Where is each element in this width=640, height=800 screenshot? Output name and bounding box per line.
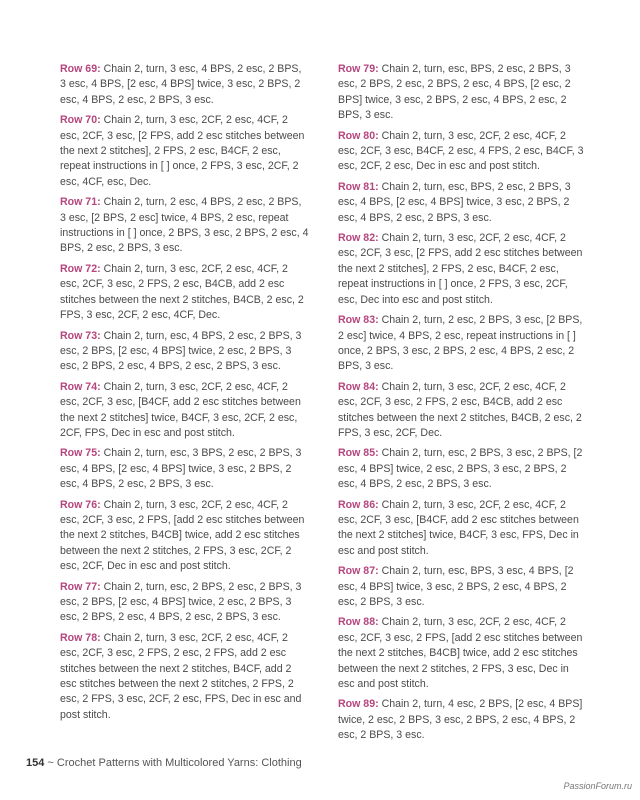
row-label: Row 82: (338, 232, 379, 245)
row-label: Row 89: (338, 698, 379, 711)
row-text: Chain 2, turn, esc, BPS, 3 esc, 4 BPS, [2 esc, 4 BPS] twice, 3 esc, 2 BPS, 2 esc, 4 BPS, 2 esc, 2 BPS, 3 esc. (338, 565, 574, 608)
right-column (338, 62, 588, 749)
row-text: Chain 2, turn, 3 esc, 2CF, 2 esc, 4CF, 2 esc, 2CF, 3 esc, 2 FPS, 2 esc, B4CB, add 2 esc stitches between the next 2 stitches, B4CB, 2 esc, 2 FPS, 3 esc, 2CF, Dec. (338, 380, 582, 439)
left-column (60, 62, 310, 728)
row-label: Row 84: (338, 380, 379, 393)
row-label: Row 74: (60, 380, 101, 393)
page-footer (26, 756, 302, 770)
footer-separator: ~ (47, 757, 54, 769)
row-text: Chain 2, turn, 2 esc, 2 BPS, 3 esc, [2 BPS, 2 esc] twice, 4 BPS, 2 esc, repeat instructions in [ ] once, 2 BPS, 3 esc, 2 BPS, 2 esc, 4 BPS, 2 esc, 2 BPS, 3 esc. (338, 314, 583, 373)
row-instruction (60, 195, 310, 257)
row-text: Chain 2, turn, 3 esc, 2CF, 2 esc, 4CF, 2 esc, 2CF, 3 esc, [B4CF, add 2 esc stitches between the next 2 stitches] twice, B4CF, 3 esc, FPS, Dec in esc and post stitch. (338, 498, 579, 557)
row-instruction (60, 446, 310, 492)
row-instruction (338, 615, 588, 692)
row-text: Chain 2, turn, 3 esc, 2CF, 2 esc, 4CF, 2 esc, 2CF, 3 esc, 2 FPS, 2 esc, B4CB, add 2 esc stitches between the next 2 stitches, B4CB, 2 esc, 2 FPS, 3 esc, 2CF, 2 esc, 4CF, Dec. (60, 262, 304, 322)
row-label: Row 75: (60, 447, 101, 460)
row-label: Row 71: (60, 196, 101, 209)
row-text: Chain 2, turn, esc, 2 BPS, 2 esc, 2 BPS, 3 esc, 2 BPS, [2 esc, 4 BPS] twice, 2 esc, 2 BPS, 3 esc, 2 BPS, 2 esc, 4 BPS, 2 esc, 2 BPS, 3 esc. (60, 580, 302, 624)
book-title: Crochet Patterns with Multicolored Yarns: Clothing (56, 757, 302, 769)
row-label: Row 85: (338, 447, 379, 460)
row-text: Chain 2, turn, 2 esc, 4 BPS, 2 esc, 2 BPS, 3 esc, [2 BPS, 2 esc] twice, 4 BPS, 2 esc, repeat instructions in [ ] once, 2 BPS, 3 esc, 2 BPS, 2 esc, 4 BPS, 2 esc, 2 BPS, 3 esc. (60, 196, 309, 255)
row-label: Row 72: (60, 262, 101, 275)
row-instruction (60, 113, 310, 190)
row-label: Row 87: (338, 565, 379, 578)
row-label: Row 77: (60, 580, 101, 593)
row-label: Row 81: (338, 180, 379, 193)
row-text: Chain 2, turn, 3 esc, 2CF, 2 esc, 4CF, 2 esc, 2CF, 3 esc, 2 FPS, [add 2 esc stitches between the next 2 stitches, B4CB] twice, add 2 esc stitches between the next 2 stitches, 2 FPS, 3 esc, Dec in esc and post stitch. (338, 616, 583, 691)
row-text: Chain 2, turn, esc, 3 BPS, 2 esc, 2 BPS, 3 esc, 4 BPS, [2 esc, 4 BPS] twice, 3 esc, 2 BPS, 2 esc, 4 BPS, 2 esc, 2 BPS, 3 esc. (60, 447, 302, 491)
watermark: PassionForum.ru (563, 781, 632, 791)
row-label: Row 79: (338, 63, 379, 75)
row-instruction (338, 697, 588, 743)
row-label: Row 86: (338, 498, 379, 511)
row-text: Chain 2, turn, 4 esc, 2 BPS, [2 esc, 4 BPS] twice, 2 esc, 2 BPS, 3 esc, 2 BPS, 2 esc, 4 BPS, 2 esc, 2 BPS, 3 esc. (338, 698, 583, 742)
row-instruction (60, 631, 310, 723)
row-instruction (60, 580, 310, 626)
row-instruction (60, 498, 310, 575)
row-instruction (60, 380, 310, 442)
row-instruction (338, 129, 588, 175)
row-text: Chain 2, turn, 3 esc, 2CF, 2 esc, 4CF, 2 esc, 2CF, 3 esc, 2 FPS, 2 esc, 2 FPS, add 2 esc stitches between the next 2 stitches, B4CF, add 2 esc stitches between the next 2 stitches, 2 FPS, 2 esc, 2 FPS, 3 esc, 2CF, 2 esc, FPS, Dec in esc and post stitch. (60, 631, 302, 721)
row-text: Chain 2, turn, esc, BPS, 2 esc, 2 BPS, 3 esc, 4 BPS, [2 esc, 4 BPS] twice, 3 esc, 2 BPS, 2 esc, 4 BPS, 2 esc, 2 BPS, 3 esc. (338, 180, 571, 224)
row-text: Chain 2, turn, 3 esc, 2CF, 2 esc, 4CF, 2 esc, 2CF, 3 esc, [B4CF, add 2 esc stitches between the next 2 stitches] twice, B4CF, 3 esc, 2CF, 2 esc, 2CF, FPS, Dec in esc and post stitch. (60, 380, 301, 439)
row-label: Row 78: (60, 631, 101, 644)
row-instruction (60, 62, 310, 108)
row-label: Row 76: (60, 498, 101, 511)
row-instruction (338, 62, 588, 124)
page-number: 154 (26, 757, 45, 769)
row-instruction (60, 329, 310, 375)
row-text: Chain 2, turn, 3 esc, 4 BPS, 2 esc, 2 BPS, 3 esc, 4 BPS, [2 esc, 4 BPS] twice, 3 esc, 2 BPS, 2 esc, 4 BPS, 2 esc, 2 BPS, 3 esc. (60, 63, 302, 106)
row-text: Chain 2, turn, esc, 4 BPS, 2 esc, 2 BPS, 3 esc, 2 BPS, [2 esc, 4 BPS] twice, 2 esc, 2 BPS, 3 esc, 2 BPS, 2 esc, 4 BPS, 2 esc, 2 BPS, 3 esc. (60, 329, 302, 373)
row-instruction (60, 262, 310, 324)
row-text: Chain 2, turn, esc, BPS, 2 esc, 2 BPS, 3 esc, 2 BPS, 2 esc, 2 BPS, 2 esc, 4 BPS, [2 esc, 2 BPS] twice, 3 esc, 2 BPS, 2 esc, 4 BPS, 2 esc, 2 BPS, 3 esc. (338, 63, 571, 122)
row-label: Row 73: (60, 329, 101, 342)
row-instruction (338, 380, 588, 442)
row-instruction (338, 231, 588, 308)
row-instruction (338, 564, 588, 610)
row-label: Row 88: (338, 616, 379, 629)
row-label: Row 70: (60, 114, 101, 127)
row-text: Chain 2, turn, 3 esc, 2CF, 2 esc, 4CF, 2 esc, 2CF, 3 esc, [2 FPS, add 2 esc stitches between the next 2 stitches], 2 FPS, 2 esc, B4CF, 2 esc, repeat instructions in [ ] once, 2 FPS, 3 esc, 2CF, 2 esc, 4CF, esc, Dec. (60, 114, 305, 188)
row-instruction (338, 180, 588, 226)
row-text: Chain 2, turn, 3 esc, 2CF, 2 esc, 4CF, 2 esc, 2CF, 3 esc, [2 FPS, add 2 esc stitches between the next 2 stitches], 2 FPS, 2 esc, B4CF, 2 esc, repeat instructions in [ ] once, 2 FPS, 3 esc, 2CF, esc, Dec into esc and post stitch. (338, 232, 583, 306)
row-text: Chain 2, turn, 3 esc, 2CF, 2 esc, 4CF, 2 esc, 2CF, 3 esc, 2 FPS, [add 2 esc stitches between the next 2 stitches, B4CB] twice, add 2 esc stitches between the next 2 stitches, 2 FPS, 3 esc, 2CF, 2 esc, 2CF, Dec in esc and post stitch. (60, 498, 305, 573)
row-instruction (338, 498, 588, 560)
row-text: Chain 2, turn, esc, 2 BPS, 3 esc, 2 BPS, [2 esc, 4 BPS] twice, 2 esc, 2 BPS, 3 esc, 2 BPS, 2 esc, 4 BPS, 2 esc, 2 BPS, 3 esc. (338, 447, 583, 491)
row-text: Chain 2, turn, 3 esc, 2CF, 2 esc, 4CF, 2 esc, 2CF, 3 esc, B4CF, 2 esc, 4 FPS, 2 esc, B4CF, 3 esc, 2CF, 2 esc, Dec in esc and post stitch. (338, 129, 584, 173)
row-label: Row 80: (338, 129, 379, 142)
row-instruction (338, 446, 588, 492)
row-label: Row 83: (338, 314, 379, 327)
row-label: Row 69: (60, 63, 101, 75)
row-instruction (338, 313, 588, 375)
